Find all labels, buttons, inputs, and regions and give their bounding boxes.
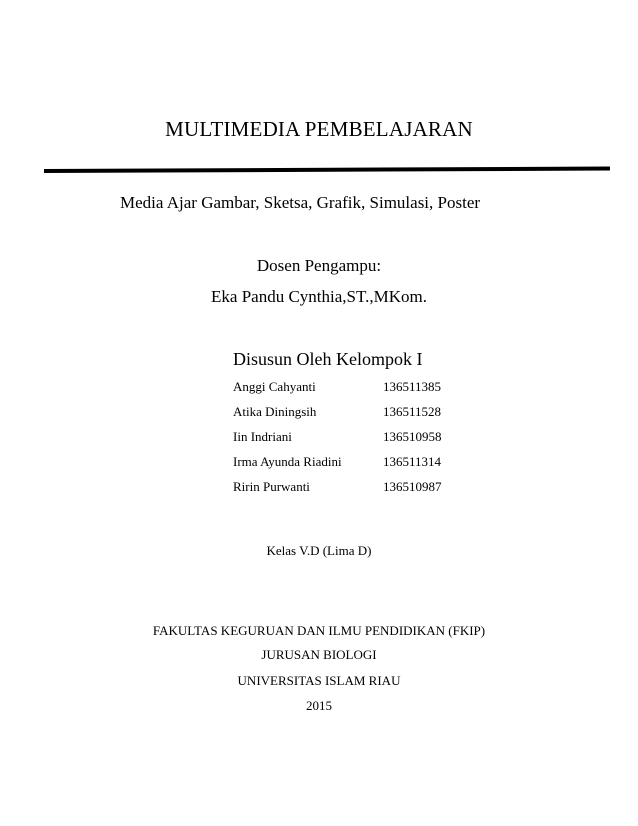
faculty-name: FAKULTAS KEGURUAN DAN ILMU PENDIDIKAN (FKIP) xyxy=(152,623,486,638)
lecturer-name: Eka Pandu Cynthia,ST.,MKom. xyxy=(211,287,427,306)
member-name: Ririn Purwanti xyxy=(233,479,310,494)
page-title: MULTIMEDIA PEMBELAJARAN xyxy=(165,117,473,141)
group-title: Disusun Oleh Kelompok I xyxy=(233,349,423,369)
member-row xyxy=(233,454,493,479)
title-divider xyxy=(44,167,610,173)
member-name: Iin Indriani xyxy=(233,429,292,444)
member-id: 136510987 xyxy=(383,479,442,494)
member-name: Irma Ayunda Riadini xyxy=(233,454,342,469)
member-name: Anggi Cahyanti xyxy=(233,379,316,394)
member-row xyxy=(233,479,493,504)
member-name: Atika Diningsih xyxy=(233,404,317,419)
subtitle: Media Ajar Gambar, Sketsa, Grafik, Simulasi, Poster xyxy=(120,193,481,212)
year: 2015 xyxy=(306,698,332,713)
member-id: 136511314 xyxy=(383,454,442,469)
class-label: Kelas V.D (Lima D) xyxy=(266,543,372,558)
member-id: 136511528 xyxy=(383,404,442,419)
member-id: 136511385 xyxy=(383,379,442,394)
university-name: UNIVERSITAS ISLAM RIAU xyxy=(237,673,401,688)
member-row xyxy=(233,404,493,429)
member-id: 136510958 xyxy=(383,429,442,444)
department-name: JURUSAN BIOLOGI xyxy=(261,647,377,662)
lecturer-label: Dosen Pengampu: xyxy=(256,256,382,275)
member-row xyxy=(233,379,493,404)
member-row xyxy=(233,429,493,454)
member-list xyxy=(233,379,493,504)
